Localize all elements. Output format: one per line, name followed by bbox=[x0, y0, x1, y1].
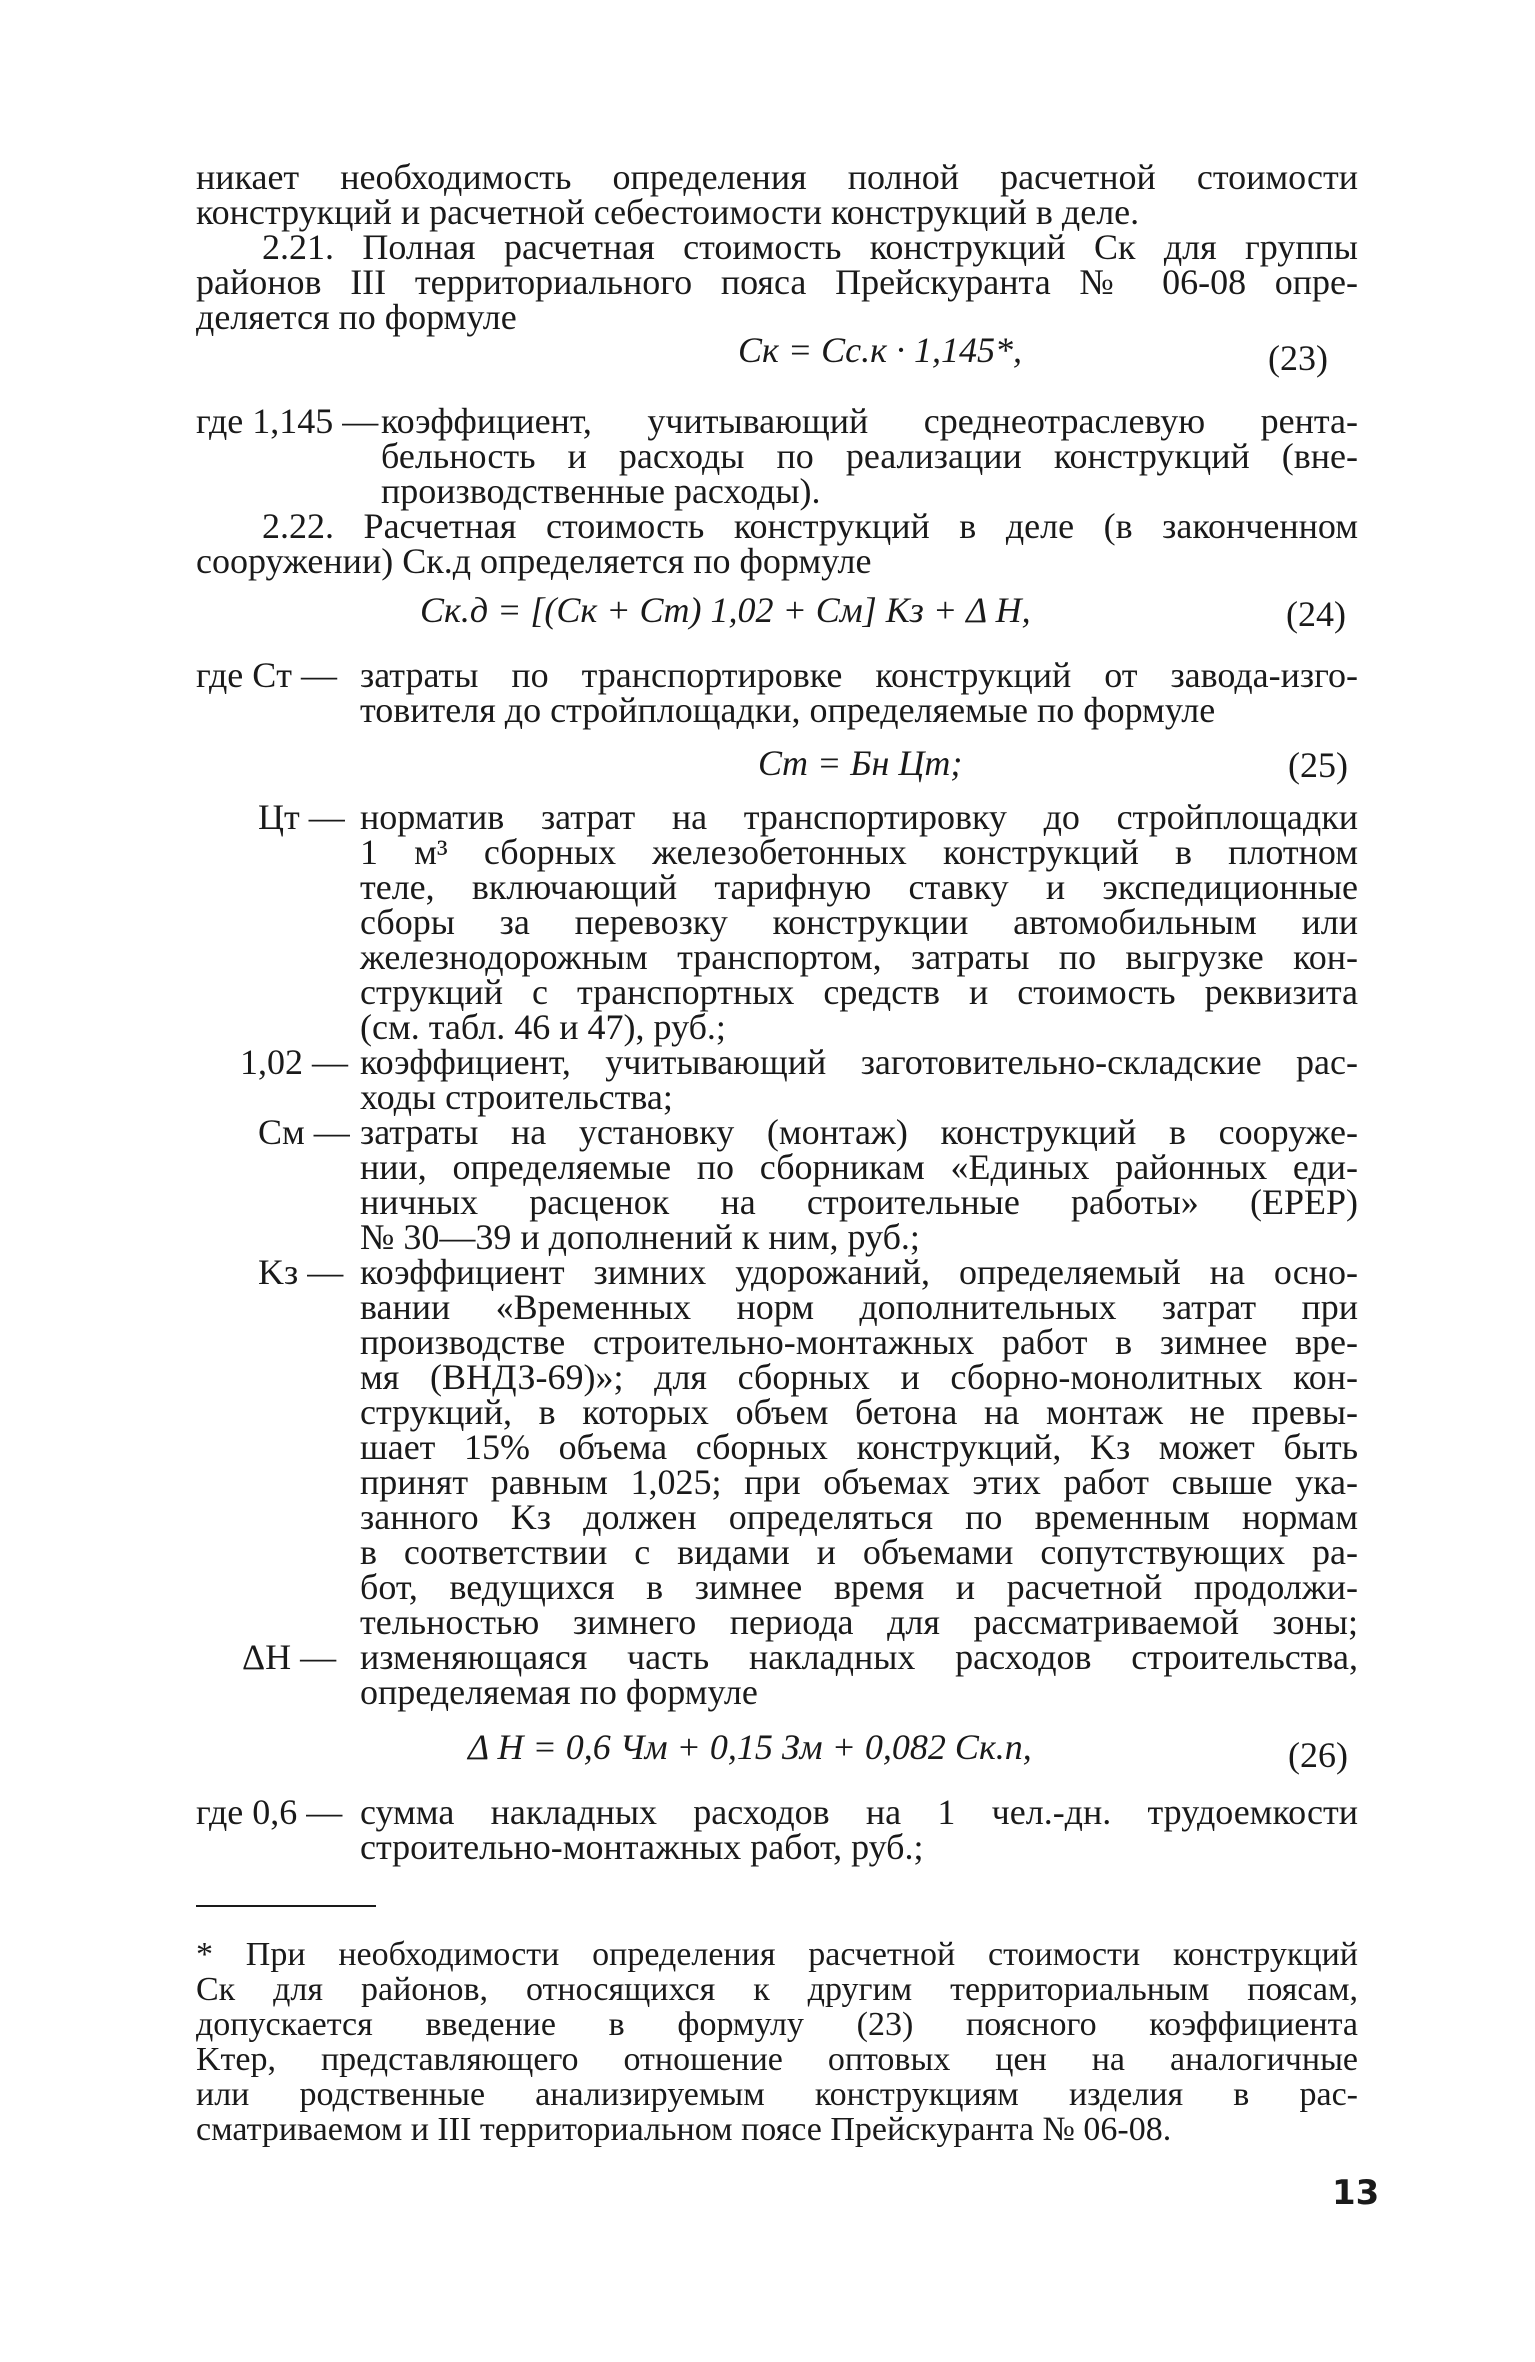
definition-text: теле, включающий тарифную ставку и экспедиционные bbox=[360, 867, 1358, 907]
definition-text: норматив затрат на транспортировку до стройплощадки bbox=[360, 797, 1358, 837]
definition-text: сумма накладных расходов на 1 чел.-дн. трудоемкости bbox=[360, 1792, 1358, 1832]
formula-26: Δ H = 0,6 Чм + 0,15 Зм + 0,082 Cк.п, bbox=[468, 1727, 1032, 1767]
definition-text: (см. табл. 46 и 47), руб.; bbox=[360, 1007, 726, 1047]
definition-text: ничных расценок на строительные работы» (ЕРЕР) bbox=[360, 1182, 1358, 1222]
formula-25-number: (25) bbox=[1288, 745, 1348, 785]
text-line: деляется по формуле bbox=[196, 297, 517, 337]
formula-23-number: (23) bbox=[1268, 338, 1328, 378]
footnote-separator bbox=[196, 1905, 376, 1907]
page-number: 13 bbox=[1332, 2173, 1380, 2213]
definition-label: где 1,145 — bbox=[196, 401, 379, 441]
definition-text: определяемая по формуле bbox=[360, 1672, 758, 1712]
definition-label: Kз — bbox=[258, 1252, 344, 1292]
formula-26-number: (26) bbox=[1288, 1735, 1348, 1775]
definition-text: нии, определяемые по сборникам «Единых районных еди- bbox=[360, 1147, 1358, 1187]
text-line: районов III территориального пояса Прейскуранта № 06-08 опре- bbox=[196, 262, 1358, 302]
definition-label: 1,02 — bbox=[240, 1042, 348, 1082]
definition-label: где 0,6 — bbox=[196, 1792, 343, 1832]
formula-24-number: (24) bbox=[1286, 594, 1346, 634]
definition-label: Cм — bbox=[258, 1112, 350, 1152]
definition-label: Цт — bbox=[258, 797, 345, 837]
definition-text: принят равным 1,025; при объемах этих работ свыше ука- bbox=[360, 1462, 1358, 1502]
definition-text: железнодорожным транспортом, затраты по выгрузке кон- bbox=[360, 937, 1358, 977]
definition-text: мя (ВНДЗ-69)»; для сборных и сборно-монолитных кон- bbox=[360, 1357, 1358, 1397]
definition-text: бельность и расходы по реализации конструкций (вне- bbox=[381, 436, 1358, 476]
definition-label: где Cт — bbox=[196, 655, 338, 695]
section-2-21-line: 2.21. Полная расчетная стоимость конструкций Cк для группы bbox=[262, 227, 1358, 267]
definition-text: производстве строительно-монтажных работ в зимнее вре- bbox=[360, 1322, 1358, 1362]
definition-text: коэффициент, учитывающий среднеотраслевую рента- bbox=[381, 401, 1358, 441]
section-2-22-line: 2.22. Расчетная стоимость конструкций в деле (в законченном bbox=[262, 506, 1358, 546]
definition-text: затраты по транспортировке конструкций от завода-изго- bbox=[360, 655, 1358, 695]
definition-text: ходы строительства; bbox=[360, 1077, 673, 1117]
definition-text: № 30—39 и дополнений к ним, руб.; bbox=[360, 1217, 920, 1257]
definition-text: производственные расходы). bbox=[381, 471, 821, 511]
definition-text: шает 15% объема сборных конструкций, Kз может быть bbox=[360, 1427, 1358, 1467]
formula-24: Cк.д = [(Cк + Cт) 1,02 + Cм] Kз + Δ H, bbox=[420, 590, 1031, 630]
footnote-line: сматриваемом и III территориальном поясе Прейскуранта № 06-08. bbox=[196, 2111, 1172, 2148]
footnote-line: допускается введение в формулу (23) поясного коэффициента bbox=[196, 2006, 1358, 2043]
definition-text: коэффициент зимних удорожаний, определяемый на осно- bbox=[360, 1252, 1358, 1292]
definition-text: в соответствии с видами и объемами сопутствующих ра- bbox=[360, 1532, 1358, 1572]
footnote-line: Cк для районов, относящихся к другим территориальным поясам, bbox=[196, 1971, 1358, 2008]
formula-23: Cк = Cс.к · 1,145*, bbox=[738, 330, 1022, 370]
definition-text: струкций с транспортных средств и стоимость реквизита bbox=[360, 972, 1358, 1012]
definition-text: вании «Временных норм дополнительных затрат при bbox=[360, 1287, 1358, 1327]
definition-text: бот, ведущихся в зимнее время и расчетной продолжи- bbox=[360, 1567, 1358, 1607]
definition-text: товителя до стройплощадки, определяемые по формуле bbox=[360, 690, 1216, 730]
definition-label: ΔH — bbox=[242, 1637, 337, 1677]
definition-text: сборы за перевозку конструкции автомобильным или bbox=[360, 902, 1358, 942]
footnote-line: * При необходимости определения расчетной стоимости конструкций bbox=[196, 1936, 1358, 1973]
footnote-line: или родственные анализируемым конструкциям изделия в рас- bbox=[196, 2076, 1358, 2113]
definition-text: занного Kз должен определяться по временным нормам bbox=[360, 1497, 1358, 1537]
definition-text: струкций, в которых объем бетона на монтаж не превы- bbox=[360, 1392, 1358, 1432]
text-line: сооружении) Cк.д определяется по формуле bbox=[196, 541, 872, 581]
text-line: конструкций и расчетной себестоимости конструкций в деле. bbox=[196, 192, 1140, 232]
footnote-line: Kтер, представляющего отношение оптовых цен на аналогичные bbox=[196, 2041, 1358, 2078]
definition-text: коэффициент, учитывающий заготовительно-складские рас- bbox=[360, 1042, 1358, 1082]
definition-text: строительно-монтажных работ, руб.; bbox=[360, 1827, 924, 1867]
text-line: никает необходимость определения полной расчетной стоимости bbox=[196, 157, 1358, 197]
definition-text: тельностью зимнего периода для рассматриваемой зоны; bbox=[360, 1602, 1358, 1642]
definition-text: затраты на установку (монтаж) конструкций в сооруже- bbox=[360, 1112, 1358, 1152]
definition-text: изменяющаяся часть накладных расходов строительства, bbox=[360, 1637, 1358, 1677]
formula-25: Cт = Бн Цт; bbox=[758, 743, 963, 783]
definition-text: 1 м³ сборных железобетонных конструкций в плотном bbox=[360, 832, 1358, 872]
